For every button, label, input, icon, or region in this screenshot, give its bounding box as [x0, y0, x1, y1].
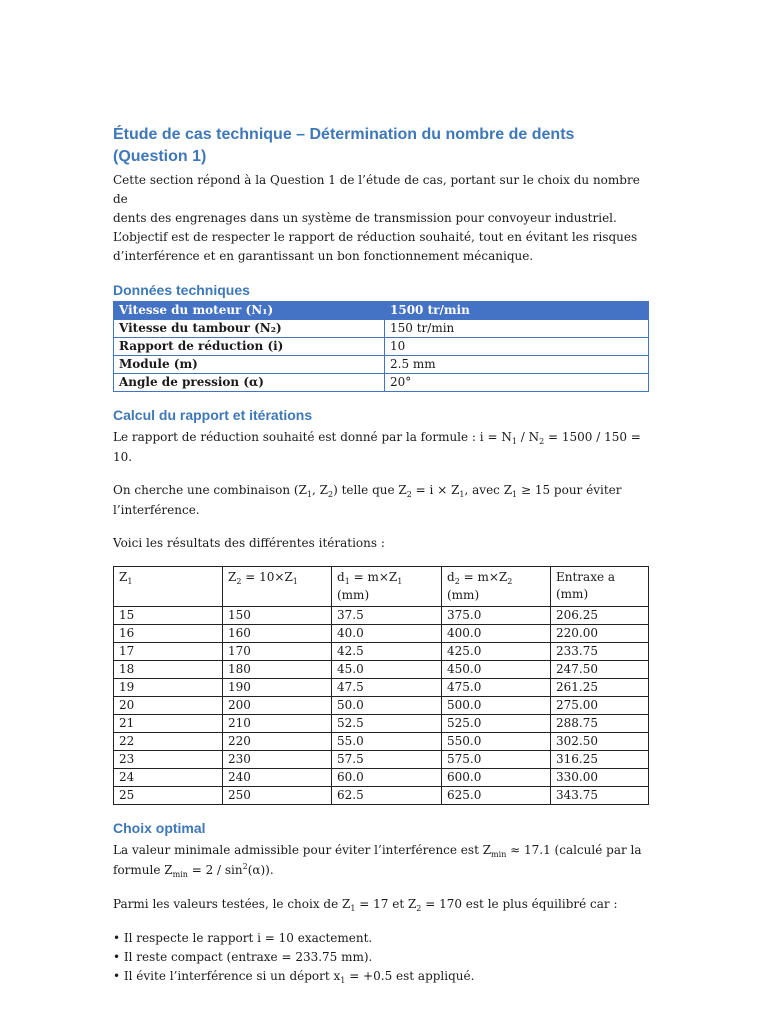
- cell-entraxe: 233.75: [551, 643, 649, 661]
- search-description-line-2: l’interférence.: [113, 503, 200, 517]
- header-d2: $d_2 = m\times Z_2$ (mm): [442, 567, 551, 607]
- cell-d1: 62.5: [332, 787, 442, 805]
- cell-entraxe: 220.00: [551, 625, 649, 643]
- tech-label: Angle de pression (α): [114, 374, 385, 392]
- zmin-statement: La valeur minimale admissible pour éviter l’interférence est $Z_{min} \approx 17.1$ (calculé par la: [113, 843, 642, 859]
- bullet-interference: • Il évite l’interférence si un déport $x_1 = +0.5$ est appliqué.: [113, 969, 475, 985]
- cell-d2: 450.0: [442, 661, 551, 679]
- tech-row: [114, 374, 649, 392]
- calc-heading: Calcul du rapport et itérations: [113, 407, 313, 423]
- cell-z1: 17: [114, 643, 223, 661]
- table-row: [114, 607, 649, 625]
- choice-statement: Parmi les valeurs testées, le choix de $Z_1 = 17$ et $Z_2 = 170$ est le plus équilibré car :: [113, 897, 618, 913]
- cell-z2: 220: [223, 733, 332, 751]
- bullet-compact: • Il reste compact (entraxe = 233.75 mm).: [113, 950, 373, 964]
- table-row: [114, 625, 649, 643]
- cell-entraxe: 261.25: [551, 679, 649, 697]
- cell-z2: 190: [223, 679, 332, 697]
- cell-d1: 50.0: [332, 697, 442, 715]
- cell-z1: 15: [114, 607, 223, 625]
- cell-d2: 375.0: [442, 607, 551, 625]
- table-row: [114, 643, 649, 661]
- cell-z2: 150: [223, 607, 332, 625]
- document-content: [113, 124, 653, 987]
- header-z1: $Z_1$: [114, 567, 223, 607]
- cell-d2: 425.0: [442, 643, 551, 661]
- cell-d1: 60.0: [332, 769, 442, 787]
- iterations-table: [113, 566, 649, 805]
- cell-d1: 55.0: [332, 733, 442, 751]
- cell-d2: 600.0: [442, 769, 551, 787]
- table-row: [114, 769, 649, 787]
- intro-line-3: L’objectif est de respecter le rapport de réduction souhaité, tout en évitant les risques: [113, 230, 638, 244]
- cell-entraxe: 343.75: [551, 787, 649, 805]
- intro-line-1: Cette section répond à la Question 1 de l’étude de cas, portant sur le choix du nombre de: [113, 173, 640, 206]
- cell-d1: 47.5: [332, 679, 442, 697]
- page-title: Étude de cas technique – Détermination du nombre de dents (Question 1): [113, 126, 575, 165]
- tech-label: Module (m): [114, 356, 385, 374]
- cell-z2: 170: [223, 643, 332, 661]
- cell-d1: 52.5: [332, 715, 442, 733]
- table-row: [114, 697, 649, 715]
- header-z2: $Z_2 = 10\times Z_1$: [223, 567, 332, 607]
- cell-z2: 200: [223, 697, 332, 715]
- table-row: [114, 715, 649, 733]
- cell-z2: 210: [223, 715, 332, 733]
- cell-entraxe: 302.50: [551, 733, 649, 751]
- tech-row: [114, 302, 649, 320]
- cell-entraxe: 316.25: [551, 751, 649, 769]
- cell-d1: 40.0: [332, 625, 442, 643]
- cell-d1: 42.5: [332, 643, 442, 661]
- cell-entraxe: 275.00: [551, 697, 649, 715]
- cell-z1: 16: [114, 625, 223, 643]
- tech-value: 2.5 mm: [385, 356, 649, 374]
- cell-z1: 20: [114, 697, 223, 715]
- cell-entraxe: 206.25: [551, 607, 649, 625]
- intro-line-4: d’interférence et en garantissant un bon fonctionnement mécanique.: [113, 249, 534, 263]
- cell-z1: 19: [114, 679, 223, 697]
- intro-line-2: dents des engrenages dans un système de transmission pour convoyeur industriel.: [113, 211, 617, 225]
- ratio-formula: Le rapport de réduction souhaité est donné par la formule : $i = N_1 / N_2 = 1500 / 150 = 10$.: [113, 430, 641, 464]
- cell-d2: 475.0: [442, 679, 551, 697]
- tech-row: [114, 338, 649, 356]
- tech-label: Vitesse du tambour (N₂): [114, 320, 385, 338]
- cell-z2: 250: [223, 787, 332, 805]
- cell-z2: 160: [223, 625, 332, 643]
- tech-value: 1500 tr/min: [385, 302, 649, 320]
- cell-z2: 230: [223, 751, 332, 769]
- cell-d2: 550.0: [442, 733, 551, 751]
- cell-z1: 23: [114, 751, 223, 769]
- table-row: [114, 661, 649, 679]
- header-d1: $d_1 = m\times Z_1$ (mm): [332, 567, 442, 607]
- choice-heading: Choix optimal: [113, 820, 206, 836]
- search-description: On cherche une combinaison ($Z_1$, $Z_2$) telle que $Z_2 = i \times Z_1$, avec $Z_1 \ge 15$ pour éviter: [113, 483, 622, 499]
- cell-entraxe: 247.50: [551, 661, 649, 679]
- cell-z1: 18: [114, 661, 223, 679]
- table-row: [114, 733, 649, 751]
- cell-d2: 525.0: [442, 715, 551, 733]
- cell-d1: 37.5: [332, 607, 442, 625]
- cell-d1: 45.0: [332, 661, 442, 679]
- cell-z1: 25: [114, 787, 223, 805]
- cell-d2: 400.0: [442, 625, 551, 643]
- zmin-formula: formule $Z_{min} = 2 / \sin^2(\alpha)$).: [113, 862, 274, 879]
- table-row: [114, 751, 649, 769]
- tech-row: [114, 356, 649, 374]
- cell-z2: 180: [223, 661, 332, 679]
- header-entraxe: Entraxe a (mm): [551, 567, 649, 607]
- cell-entraxe: 288.75: [551, 715, 649, 733]
- cell-z2: 240: [223, 769, 332, 787]
- table-row: [114, 679, 649, 697]
- table-row: [114, 787, 649, 805]
- cell-d2: 575.0: [442, 751, 551, 769]
- tech-value: 20°: [385, 374, 649, 392]
- cell-entraxe: 330.00: [551, 769, 649, 787]
- cell-z1: 24: [114, 769, 223, 787]
- tech-data-table: [113, 301, 649, 392]
- cell-d2: 500.0: [442, 697, 551, 715]
- tech-value: 10: [385, 338, 649, 356]
- cell-z1: 21: [114, 715, 223, 733]
- cell-d1: 57.5: [332, 751, 442, 769]
- tech-row: [114, 320, 649, 338]
- cell-d2: 625.0: [442, 787, 551, 805]
- tech-value: 150 tr/min: [385, 320, 649, 338]
- iterations-header-row: [114, 567, 649, 607]
- tech-label: Vitesse du moteur (N₁): [114, 302, 385, 320]
- cell-z1: 22: [114, 733, 223, 751]
- tech-heading: Données techniques: [113, 282, 250, 298]
- bullet-ratio: • Il respecte le rapport i = 10 exactement.: [113, 931, 373, 945]
- results-intro: Voici les résultats des différentes itérations :: [113, 536, 385, 550]
- tech-label: Rapport de réduction (i): [114, 338, 385, 356]
